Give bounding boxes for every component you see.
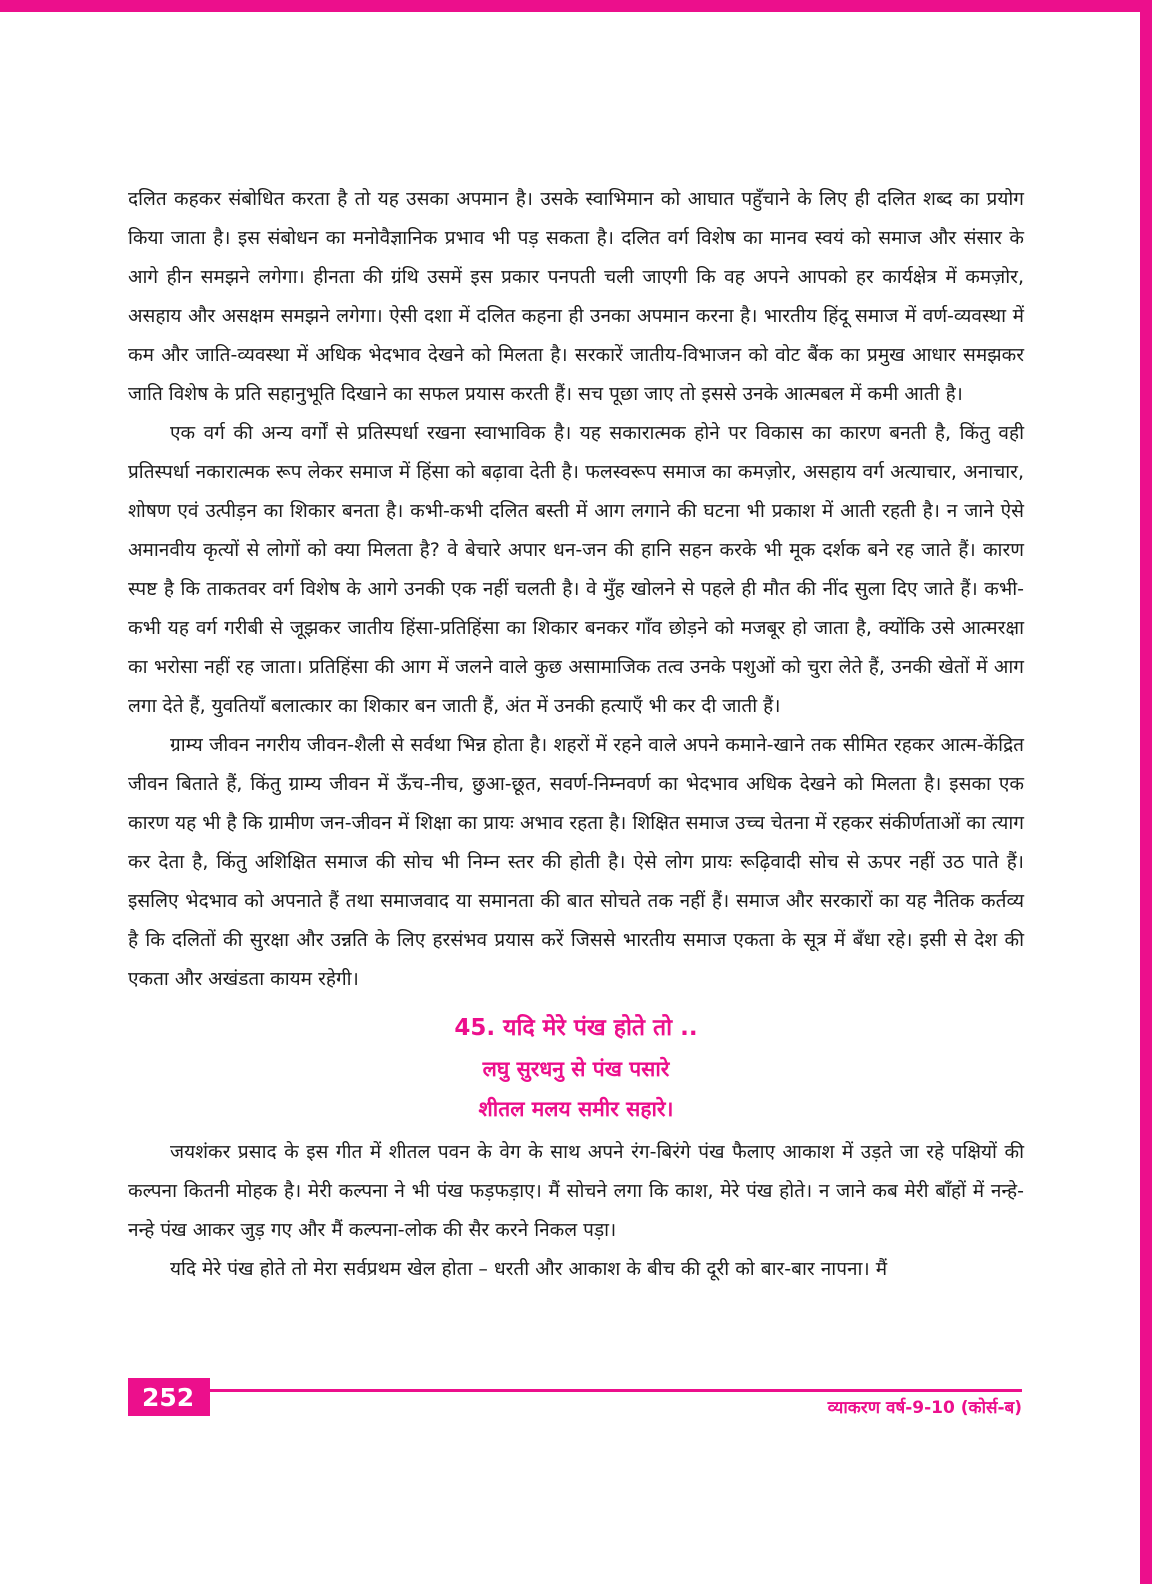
footer-rule (210, 1389, 1022, 1392)
section-paragraph-1: जयशंकर प्रसाद के इस गीत में शीतल पवन के वेग के साथ अपने रंग-बिरंगे पंख फैलाए आकाश में उड़ते जा रहे पक्षियों की कल्पना कितनी मोहक है। मेरी कल्पना ने भी पंख फड़फड़ाए। मैं सोचने लगा कि काश, मेरे पंख होते। न जाने कब मेरी बाँहों में नन्हे-नन्हे पंख आकर जुड़ गए और मैं कल्पना-लोक की सैर करने निकल पड़ा। (128, 1141, 1024, 1241)
section-heading: 45. यदि मेरे पंख होते तो .. (454, 1015, 698, 1041)
body-paragraph-2: एक वर्ग की अन्य वर्गों से प्रतिस्पर्धा रखना स्वाभाविक है। यह सकारात्मक होने पर विकास का कारण बनती है, किंतु वही प्रतिस्पर्धा नकारात्मक रूप लेकर समाज में हिंसा को बढ़ावा देती है। फलस्वरूप समाज का कमज़ोर, असहाय वर्ग अत्याचार, अनाचार, शोषण एवं उत्पीड़न का शिकार बनता है। कभी-कभी दलित बस्ती में आग लगाने की घटना भी प्रकाश में आती रहती है। न जाने ऐसे अमानवीय कृत्यों से लोगों को क्या मिलता है? वे बेचारे अपार धन-जन की हानि सहन करके भी मूक दर्शक बने रह जाते हैं। कारण स्पष्ट है कि ताकतवर वर्ग विशेष के आगे उनकी एक नहीं चलती है। वे मुँह खोलने से पहले ही मौत की नींद सुला दिए जाते हैं। कभी-कभी यह वर्ग गरीबी से जूझकर जातीय हिंसा-प्रतिहिंसा का शिकार बनकर गाँव छोड़ने को मजबूर हो जाता है, क्योंकि उसे आत्मरक्षा का भरोसा नहीं रह जाता। प्रतिहिंसा की आग में जलने वाले कुछ असामाजिक तत्व उनके पशुओं को चुरा लेते हैं, उनकी खेतों में आग लगा देते हैं, युवतियाँ बलात्कार का शिकार बन जाती हैं, अंत में उनकी हत्याएँ भी कर दी जाती हैं। (128, 422, 1024, 717)
top-border-bar (0, 0, 1152, 12)
page-footer (128, 1378, 1022, 1420)
body-paragraph-3: ग्राम्य जीवन नगरीय जीवन-शैली से सर्वथा भिन्न होता है। शहरों में रहने वाले अपने कमाने-खाने तक सीमित रहकर आत्म-केंद्रित जीवन बिताते हैं, किंतु ग्राम्य जीवन में ऊँच-नीच, छुआ-छूत, सवर्ण-निम्नवर्ण का भेदभाव अधिक देखने को मिलता है। इसका एक कारण यह भी है कि ग्रामीण जन-जीवन में शिक्षा का प्रायः अभाव रहता है। शिक्षित समाज उच्च चेतना में रहकर संकीर्णताओं का त्याग कर देता है, किंतु अशिक्षित समाज की सोच भी निम्न स्तर की होती है। ऐसे लोग प्रायः रूढ़िवादी सोच से ऊपर नहीं उठ पाते हैं। इसलिए भेदभाव को अपनाते हैं तथा समाजवाद या समानता की बात सोचते तक नहीं हैं। समाज और सरकारों का यह नैतिक कर्तव्य है कि दलितों की सुरक्षा और उन्नति के लिए हरसंभव प्रयास करें जिससे भारतीय समाज एकता के सूत्र में बँधा रहे। इसी से देश की एकता और अखंडता कायम रहेगी। (128, 734, 1024, 990)
page-content (128, 180, 1024, 1289)
verse-line-2: शीतल मलय समीर सहारे। (478, 1097, 674, 1121)
section-paragraph-2: यदि मेरे पंख होते तो मेरा सर्वप्रथम खेल होता – धरती और आकाश के बीच की दूरी को बार-बार नापना। मैं (170, 1258, 888, 1280)
page-number-badge (128, 1378, 210, 1416)
verse-block (128, 1049, 1024, 1129)
footer-book-title: व्याकरण वर्ष-9-10 (कोर्स-ब) (827, 1398, 1022, 1418)
body-paragraph-1: दलित कहकर संबोधित करता है तो यह उसका अपमान है। उसके स्वाभिमान को आघात पहुँचाने के लिए ही दलित शब्द का प्रयोग किया जाता है। इस संबोधन का मनोवैज्ञानिक प्रभाव भी पड़ सकता है। दलित वर्ग विशेष का मानव स्वयं को समाज और संसार के आगे हीन समझने लगेगा। हीनता की ग्रंथि उसमें इस प्रकार पनपती चली जाएगी कि वह अपने आपको हर कार्यक्षेत्र में कमज़ोर, असहाय और असक्षम समझने लगेगा। ऐसी दशा में दलित कहना ही उनका अपमान करना है। भारतीय हिंदू समाज में वर्ण-व्यवस्था में कम और जाति-व्यवस्था में अधिक भेदभाव देखने को मिलता है। सरकारें जातीय-विभाजन को वोट बैंक का प्रमुख आधार समझकर जाति विशेष के प्रति सहानुभूति दिखाने का सफल प्रयास करती हैं। सच पूछा जाए तो इससे उनके आत्मबल में कमी आती है। (128, 188, 1024, 405)
verse-line-1: लघु सुरधनु से पंख पसारे (482, 1057, 670, 1081)
page-number: 252 (142, 1382, 195, 1412)
right-border-bar (1140, 0, 1152, 1584)
